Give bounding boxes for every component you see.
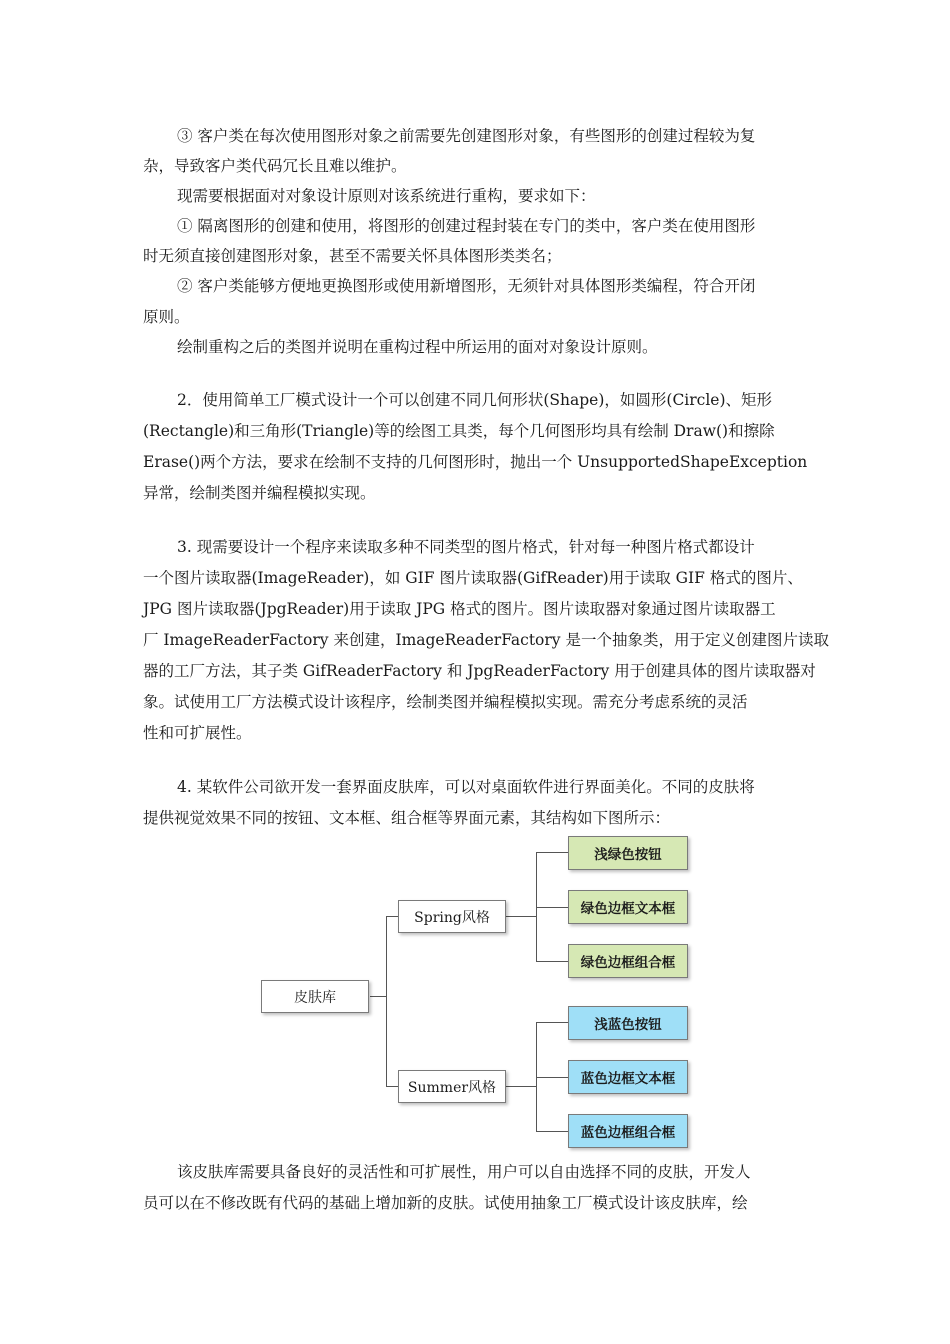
blue-button-node: 浅蓝色按钮 <box>568 1006 688 1040</box>
green-textbox-node: 绿色边框文本框 <box>568 890 688 924</box>
summer-style-node: Summer风格 <box>398 1070 506 1103</box>
question-4-line: 提供视觉效果不同的按钮、文本框、组合框等界面元素，其结构如下图所示： <box>143 809 671 827</box>
connector-line <box>536 961 568 962</box>
question-3-line: 3. 现需要设计一个程序来读取多种不同类型的图片格式，针对每一种图片格式都设计 <box>177 538 755 556</box>
paragraph-line: 现需要根据面对对象设计原则对该系统进行重构，要求如下： <box>177 187 596 205</box>
question-3-line: 性和可扩展性。 <box>143 724 252 742</box>
paragraph-line: 杂，导致客户类代码冗长且难以维护。 <box>143 157 407 175</box>
question-2-line: 异常，绘制类图并编程模拟实现。 <box>143 484 376 502</box>
question-3-line: 一个图片读取器(ImageReader)，如 GIF 图片读取器(GifReader)用于读取 GIF 格式的图片、 <box>143 569 803 587</box>
paragraph-line: ① 隔离图形的创建和使用，将图形的创建过程封装在专门的类中，客户类在使用图形 <box>177 217 756 235</box>
connector-line <box>386 1086 398 1087</box>
connector-line <box>536 852 568 853</box>
question-3-line: 厂 ImageReaderFactory 来创建，ImageReaderFactory 是一个抽象类，用于定义创建图片读取 <box>143 631 829 649</box>
question-2-line: 2．使用简单工厂模式设计一个可以创建不同几何形状(Shape)，如圆形(Circle)、矩形 <box>177 391 773 409</box>
question-2-line: (Rectangle)和三角形(Triangle)等的绘图工具类，每个几何图形均具有绘制 Draw()和擦除 <box>143 422 775 440</box>
question-4-line: 4. 某软件公司欲开发一套界面皮肤库，可以对桌面软件进行界面美化。不同的皮肤将 <box>177 778 755 796</box>
connector-line <box>506 1086 536 1087</box>
question-3-line: JPG 图片读取器(JpgReader)用于读取 JPG 格式的图片。图片读取器对象通过图片读取器工 <box>143 600 776 618</box>
green-button-node: 浅绿色按钮 <box>568 836 688 870</box>
paragraph-line: 原则。 <box>143 308 190 326</box>
connector-line <box>536 907 568 908</box>
question-4-line: 员可以在不修改既有代码的基础上增加新的皮肤。试使用抽象工厂模式设计该皮肤库，绘 <box>143 1194 748 1212</box>
connector-line <box>506 916 536 917</box>
connector-line <box>386 916 387 1087</box>
green-combobox-node: 绿色边框组合框 <box>568 944 688 978</box>
skin-library-diagram <box>250 832 710 1154</box>
question-4-line: 该皮肤库需要具备良好的灵活性和可扩展性，用户可以自由选择不同的皮肤，开发人 <box>177 1163 751 1181</box>
connector-line <box>536 1022 568 1023</box>
paragraph-line: 时无须直接创建图形对象，甚至不需要关怀具体图形类类名； <box>143 247 562 265</box>
connector-line <box>536 1131 568 1132</box>
blue-combobox-node: 蓝色边框组合框 <box>568 1114 688 1148</box>
paragraph-line: ② 客户类能够方便地更换图形或使用新增图形，无须针对具体图形类编程，符合开闭 <box>177 277 756 295</box>
blue-textbox-node: 蓝色边框文本框 <box>568 1060 688 1094</box>
spring-style-node: Spring风格 <box>398 900 506 933</box>
question-3-line: 象。试使用工厂方法模式设计该程序，绘制类图并编程模拟实现。需充分考虑系统的灵活 <box>143 693 748 711</box>
connector-line <box>386 916 398 917</box>
root-node: 皮肤库 <box>261 980 369 1013</box>
connector-line <box>370 996 386 997</box>
paragraph-line: ③ 客户类在每次使用图形对象之前需要先创建图形对象，有些图形的创建过程较为复 <box>177 127 756 145</box>
connector-line <box>536 1077 568 1078</box>
paragraph-line: 绘制重构之后的类图并说明在重构过程中所运用的面对对象设计原则。 <box>177 338 658 356</box>
question-2-line: Erase()两个方法，要求在绘制不支持的几何图形时，抛出一个 UnsupportedShapeException <box>143 453 808 471</box>
question-3-line: 器的工厂方法，其子类 GifReaderFactory 和 JpgReaderFactory 用于创建具体的图片读取器对 <box>143 662 816 680</box>
